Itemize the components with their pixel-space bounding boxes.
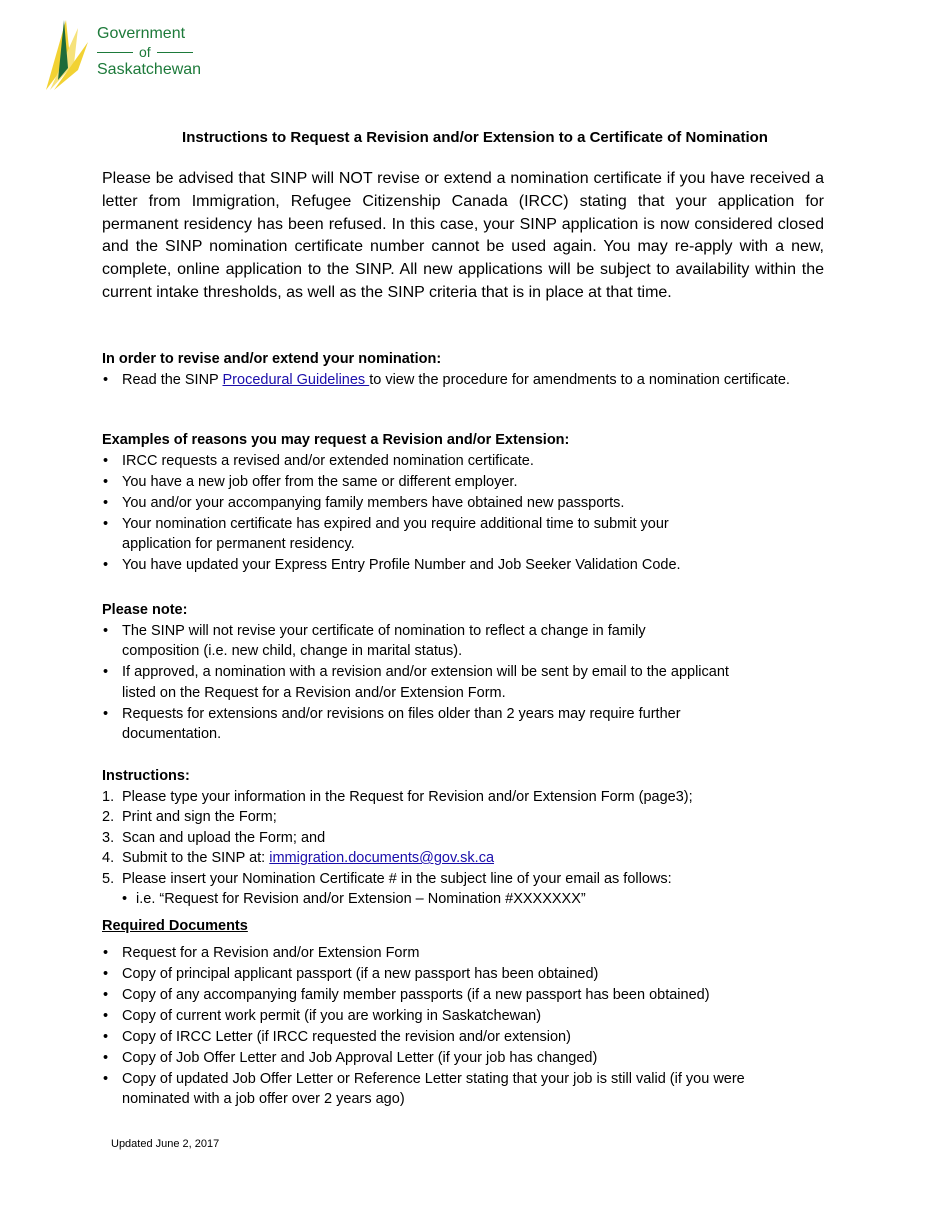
list-item: • You and/or your accompanying family members have obtained new passports.	[102, 493, 824, 514]
instructions-heading: Instructions:	[102, 768, 190, 784]
list-item: • You have a new job offer from the same or different employer.	[102, 472, 824, 493]
procedural-guidelines-link[interactable]: Procedural Guidelines	[222, 371, 370, 388]
intro-paragraph: Please be advised that SINP will NOT revise or extend a nomination certificate if you have received a letter from Immigration, Refugee Citizenship Canada (IRCC) stating that your application for permanent residency has been refused. In this case, your SINP application is now considered closed and the SINP nomination certificate number cannot be used again. You may re-apply with a new, complete, online application to the SINP. All new applications will be subject to availability within the current intake thresholds, as well as the SINP criteria that is in place at that time.	[102, 170, 824, 301]
list-item: • The SINP will not revise your certificate of nomination to reflect a change in family composition (i.e. new child, change in marital status).	[102, 621, 824, 662]
note-heading: Please note:	[102, 602, 188, 618]
instruction-step: 3. Scan and upload the Form; and	[102, 829, 326, 846]
note-section	[102, 600, 824, 745]
required-documents-heading: Required Documents	[102, 918, 248, 934]
revise-heading: In order to revise and/or extend your nomination:	[102, 351, 442, 367]
revise-section	[102, 349, 824, 391]
instruction-step: 2. Print and sign the Form;	[102, 809, 277, 825]
list-item: • Copy of IRCC Letter (if IRCC requested the revision and/or extension)	[102, 1027, 824, 1048]
examples-section	[102, 430, 824, 576]
instruction-step: 5. Please insert your Nomination Certificate # in the subject line of your email as follows: • i.e. “Request for Revision and/or Extension – Nomination #XXXXXXX”	[102, 869, 824, 910]
list-item: • Requests for extensions and/or revisions on files older than 2 years may require further documentation.	[102, 704, 824, 745]
instruction-step: 1. Please type your information in the Request for Revision and/or Extension Form (page3);	[102, 788, 693, 805]
wheat-leaf-icon	[44, 18, 96, 94]
list-item: • Copy of current work permit (if you are working in Saskatchewan)	[102, 1006, 824, 1027]
updated-date: Updated June 2, 2017	[111, 1138, 220, 1150]
logo-line-of: of	[97, 44, 201, 60]
list-item: • Request for a Revision and/or Extension Form	[102, 943, 824, 964]
list-item: • Your nomination certificate has expired and you require additional time to submit your application for permanent residency.	[102, 514, 824, 555]
required-documents-section	[102, 916, 824, 1110]
examples-heading: Examples of reasons you may request a Revision and/or Extension:	[102, 432, 570, 448]
logo-line-saskatchewan: Saskatchewan	[97, 61, 202, 78]
sub-list-item: • i.e. “Request for Revision and/or Extension – Nomination #XXXXXXX”	[122, 889, 824, 910]
page-title: Instructions to Request a Revision and/or Extension to a Certificate of Nomination	[182, 129, 768, 146]
instruction-step: 4. Submit to the SINP at: immigration.documents@gov.sk.ca	[102, 850, 495, 866]
government-of-saskatchewan-logo	[44, 18, 214, 94]
list-item: • You have updated your Express Entry Profile Number and Job Seeker Validation Code.	[102, 555, 824, 576]
list-item: • Copy of principal applicant passport (if a new passport has been obtained)	[102, 964, 824, 985]
list-item: • Read the SINP Procedural Guidelines to view the procedure for amendments to a nomination certificate.	[102, 370, 824, 391]
list-item: • Copy of Job Offer Letter and Job Approval Letter (if your job has changed)	[102, 1048, 824, 1069]
instructions-section	[102, 766, 824, 910]
list-item: • If approved, a nomination with a revision and/or extension will be sent by email to the applicant listed on the Request for a Revision and/or Extension Form.	[102, 662, 824, 703]
logo-line-government: Government	[97, 25, 186, 42]
list-item: • Copy of any accompanying family member passports (if a new passport has been obtained)	[102, 985, 824, 1006]
list-item: • IRCC requests a revised and/or extended nomination certificate.	[102, 451, 824, 472]
list-item: • Copy of updated Job Offer Letter or Reference Letter stating that your job is still valid (if you were nominated with a job offer over 2 years ago)	[102, 1069, 824, 1110]
email-link[interactable]: immigration.documents@gov.sk.ca	[269, 850, 495, 866]
